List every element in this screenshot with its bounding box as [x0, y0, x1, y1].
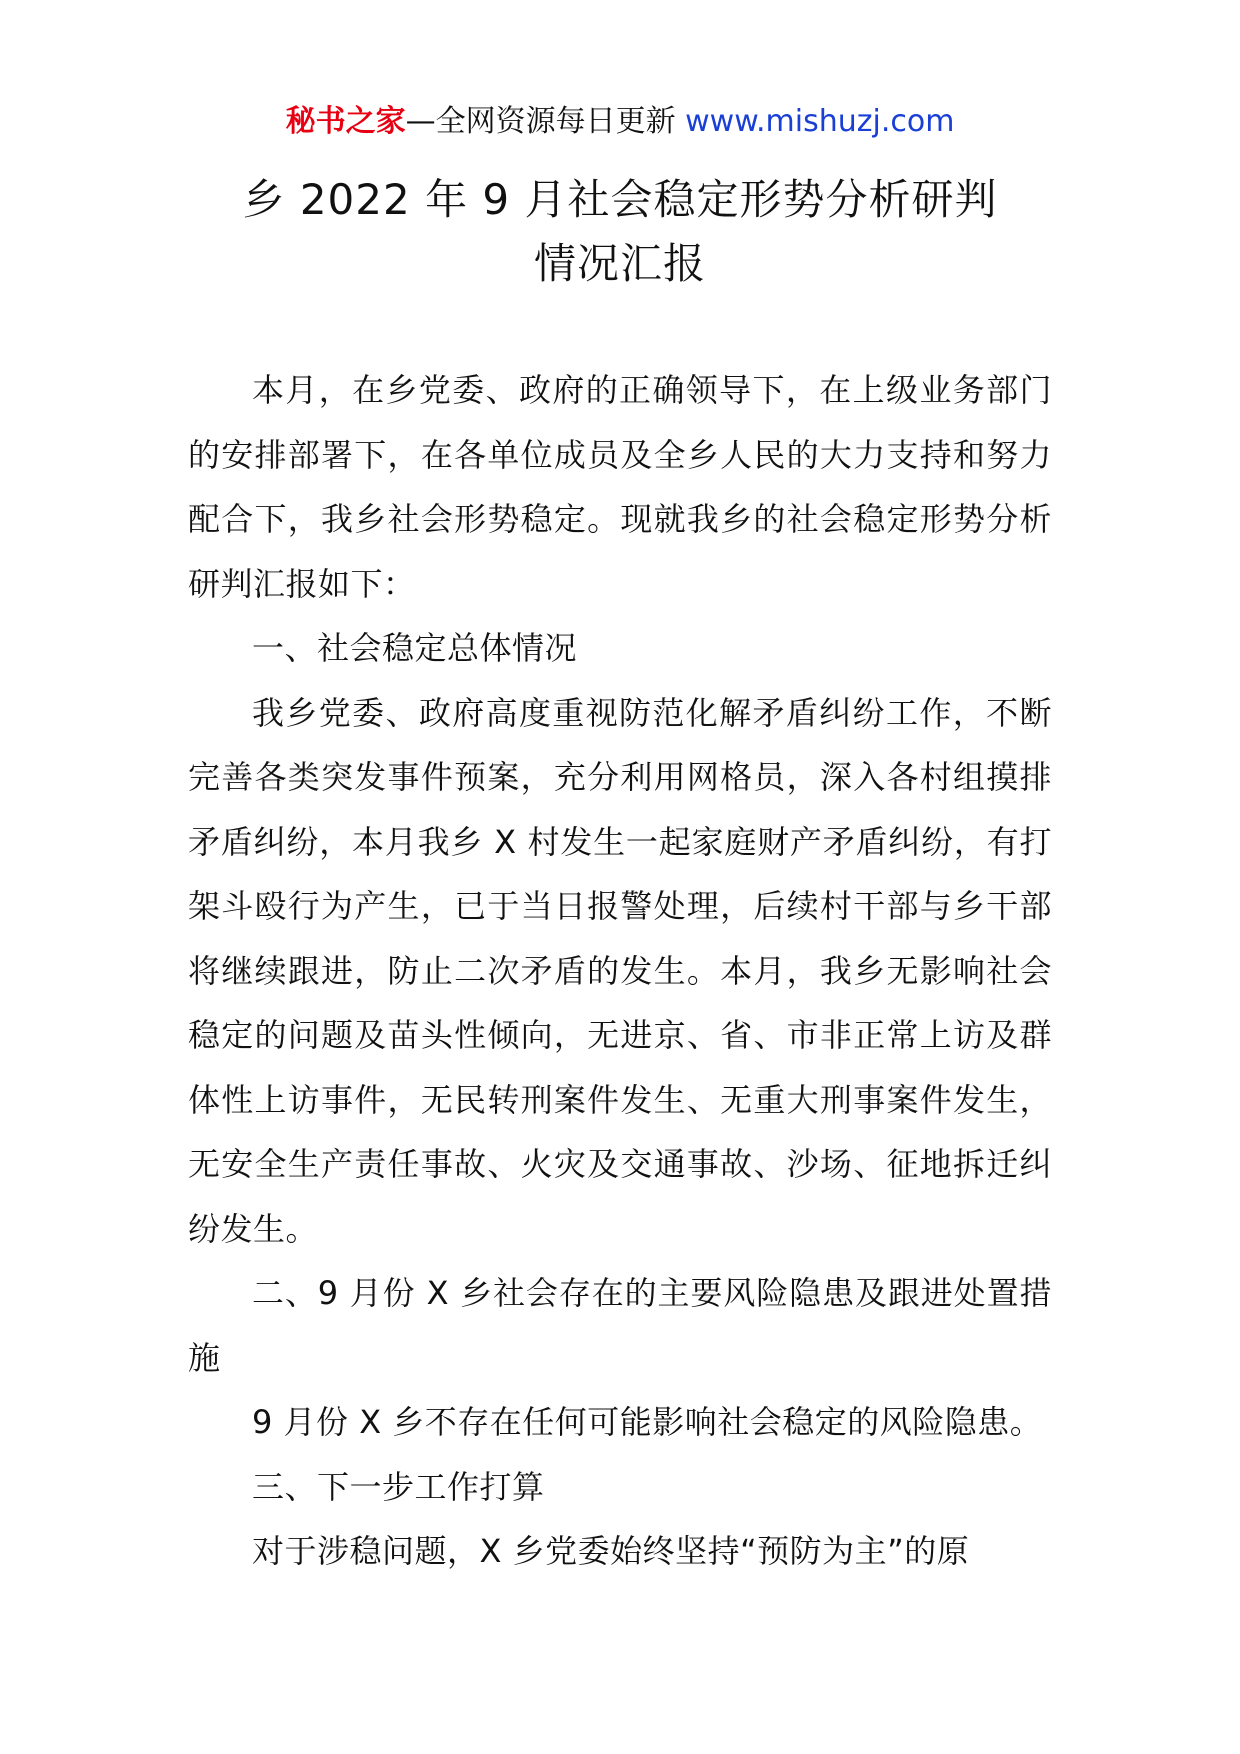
document-body: [188, 358, 1052, 1584]
site-header: [0, 100, 1240, 144]
section-heading-2: 二、9 月份 X 乡社会存在的主要风险隐患及跟进处置措施: [188, 1274, 1052, 1377]
title-line-2: 情况汇报: [533, 239, 706, 288]
paragraph-intro: 本月，在乡党委、政府的正确领导下，在上级业务部门的安排部署下，在各单位成员及全乡人民的大力支持和努力配合下，我乡社会形势稳定。现就我乡的社会稳定形势分析研判汇报如下：: [188, 371, 1052, 603]
site-url-link[interactable]: www.mishuzj.com: [685, 104, 955, 139]
header-tagline: —全网资源每日更新: [405, 104, 676, 139]
paragraph-section-2: 9 月份 X 乡不存在任何可能影响社会稳定的风险隐患。: [252, 1403, 1043, 1441]
section-heading-3: 三、下一步工作打算: [252, 1467, 545, 1506]
document-title: [0, 168, 1240, 296]
brand-name: 秘书之家: [285, 104, 406, 139]
section-heading-1: 一、社会稳定总体情况: [252, 629, 578, 667]
title-line-1: 乡 2022 年 9 月社会稳定形势分析研判: [242, 175, 998, 224]
paragraph-section-1: 我乡党委、政府高度重视防范化解矛盾纠纷工作，不断完善各类突发事件预案，充分利用网格员，深入各村组摸排矛盾纠纷，本月我乡 X 村发生一起家庭财产矛盾纠纷，有打架斗殴行为产生，已于当日报警处理，后续村干部与乡干部将继续跟进，防止二次矛盾的发生。本月，我乡无影响社会稳定的问题及苗头性倾向，无进京、省、市非正常上访及群体性上访事件，无民转刑案件发生、无重大刑事案件发生，无安全生产责任事故、火灾及交通事故、沙场、征地拆迁纠纷发生。: [188, 693, 1052, 1248]
paragraph-section-3: 对于涉稳问题，X 乡党委始终坚持“预防为主”的原: [252, 1532, 970, 1570]
